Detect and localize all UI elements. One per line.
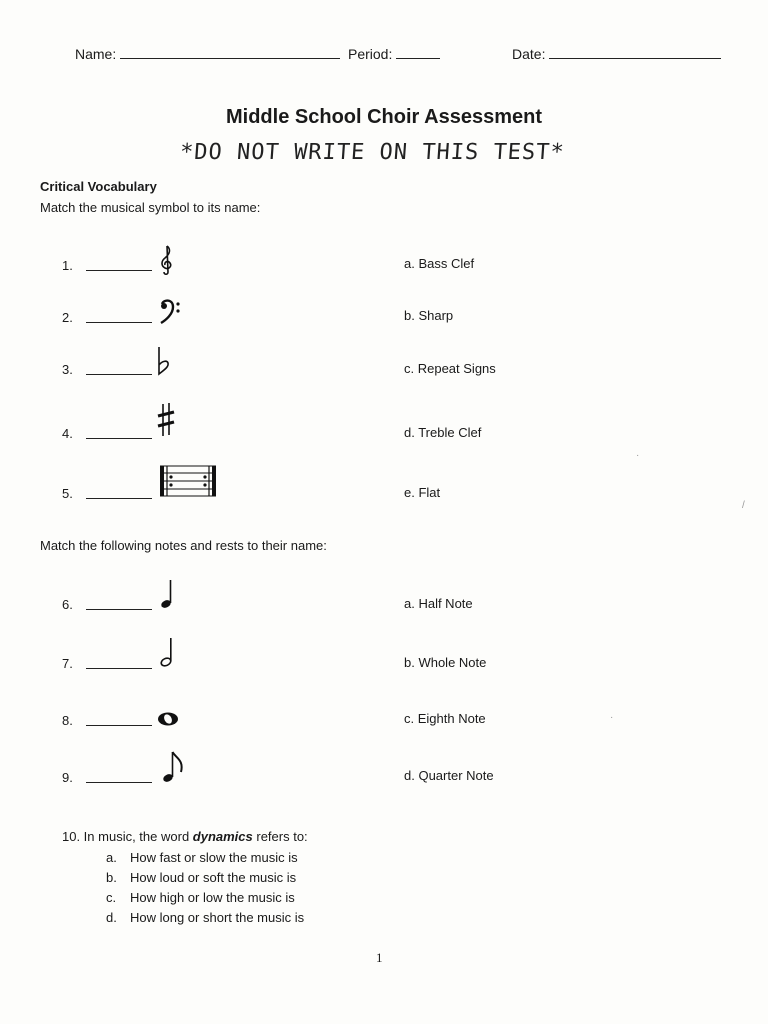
option-letter: d. xyxy=(106,910,117,925)
option-text: How high or low the music is xyxy=(130,890,295,905)
item-number: 8. xyxy=(62,713,73,728)
eighth-note-icon xyxy=(160,750,188,784)
answer-blank[interactable] xyxy=(86,713,152,726)
bass-clef-icon xyxy=(158,298,182,326)
quarter-note-icon xyxy=(158,578,178,610)
repeat-signs-icon xyxy=(158,464,220,498)
item-number: 9. xyxy=(62,770,73,785)
answer-blank[interactable] xyxy=(86,310,152,323)
section2-instruction: Match the following notes and rests to their name: xyxy=(40,538,327,553)
question-option[interactable] xyxy=(106,850,298,865)
option-letter: a. xyxy=(106,850,117,865)
date-field[interactable] xyxy=(512,44,721,62)
item-number: 4. xyxy=(62,426,73,441)
item-number: 6. xyxy=(62,597,73,612)
flat-icon xyxy=(156,346,172,376)
option-text: How loud or soft the music is xyxy=(130,870,297,885)
item-number: 2. xyxy=(62,310,73,325)
section1-instruction: Match the musical symbol to its name: xyxy=(40,200,261,215)
option-text: How long or short the music is xyxy=(130,910,305,925)
answer-blank[interactable] xyxy=(86,486,152,499)
stray-mark: · xyxy=(636,450,640,461)
question-option[interactable] xyxy=(106,910,304,925)
handwritten-note: *DO NOT WRITE ON THIS TEST* xyxy=(179,140,566,165)
period-field[interactable] xyxy=(348,44,440,62)
answer-blank[interactable] xyxy=(86,426,152,439)
answer-option: c. Repeat Signs xyxy=(404,361,496,376)
question-emphasis: dynamics xyxy=(192,829,253,844)
page-number: 1 xyxy=(376,950,383,965)
name-blank[interactable] xyxy=(120,44,340,59)
answer-option: e. Flat xyxy=(404,485,441,500)
option-text: How fast or slow the music is xyxy=(130,850,298,865)
whole-note-icon xyxy=(156,710,180,728)
item-number: 3. xyxy=(62,362,73,377)
question-option[interactable] xyxy=(106,890,295,905)
answer-option: b. Sharp xyxy=(404,308,454,323)
option-letter: c. xyxy=(106,890,117,905)
question-10-stem xyxy=(62,829,308,844)
page-title: Middle School Choir Assessment xyxy=(226,106,542,128)
answer-blank[interactable] xyxy=(86,258,152,271)
answer-blank[interactable] xyxy=(86,770,152,783)
period-blank[interactable] xyxy=(396,44,440,59)
answer-option: a. Bass Clef xyxy=(404,256,475,271)
answer-option: c. Eighth Note xyxy=(404,711,486,726)
answer-blank[interactable] xyxy=(86,362,152,375)
treble-clef-icon xyxy=(156,244,178,276)
question-option[interactable] xyxy=(106,870,296,885)
answer-blank[interactable] xyxy=(86,597,152,610)
item-number: 7. xyxy=(62,656,73,671)
period-label: Period: xyxy=(348,46,393,62)
stray-mark: / xyxy=(742,500,745,511)
option-letter: b. xyxy=(106,870,117,885)
answer-blank[interactable] xyxy=(86,656,152,669)
section-heading: Critical Vocabulary xyxy=(40,179,157,194)
date-blank[interactable] xyxy=(549,44,721,59)
half-note-icon xyxy=(158,636,178,668)
answer-option: a. Half Note xyxy=(404,596,473,611)
date-label: Date: xyxy=(512,46,546,62)
name-field[interactable] xyxy=(75,44,340,62)
question-text: 10. In music, the word xyxy=(62,829,193,844)
answer-option: b. Whole Note xyxy=(404,655,487,670)
answer-option: d. Treble Clef xyxy=(404,425,482,440)
question-text: refers to: xyxy=(252,829,308,844)
name-label: Name: xyxy=(75,46,117,62)
sharp-icon xyxy=(156,402,176,438)
item-number: 1. xyxy=(62,258,73,273)
stray-mark: · xyxy=(610,712,614,723)
answer-option: d. Quarter Note xyxy=(404,768,494,783)
item-number: 5. xyxy=(62,486,73,501)
